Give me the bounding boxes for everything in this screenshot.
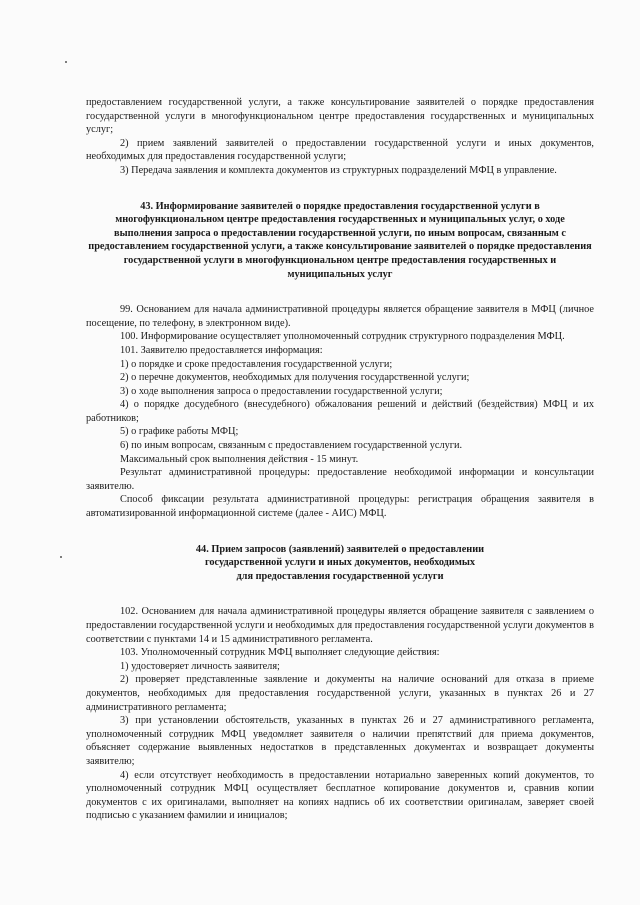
paragraph-102: 102. Основанием для начала административной процедуры является обращение заявителя с заявлением о предоставлении государственной услуги и необходимых для предоставления государственной услуги документов в соответствии с пунктами 14 и 15 административного регламента.	[86, 606, 594, 645]
section-heading-44-line-1: 44. Прием запросов (заявлений) заявителей о предоставлении	[195, 543, 485, 555]
procedure-result: Результат административной процедуры: предоставление необходимой информации и консультации заявителю.	[86, 467, 594, 492]
list-item: 3) при установлении обстоятельств, указанных в пунктах 26 и 27 административного регламента, уполномоченный сотрудник МФЦ уведомляет заявителя о наличии препятствий для приема документов, объясняет содержание выявленных недостатков в представленных документах и возвращает документы заявителю;	[86, 715, 594, 767]
paragraph-item-3: 3) Передача заявления и комплекта документов из структурных подразделений МФЦ в управление.	[120, 164, 557, 176]
list-item: 3) о ходе выполнения запроса о предоставлении государственной услуги;	[120, 385, 443, 397]
list-item: 5) о графике работы МФЦ;	[120, 426, 239, 438]
section-heading-44-line-3: для предоставления государственной услуги	[236, 570, 444, 582]
paragraph-101: 101. Заявителю предоставляется информация:	[120, 344, 323, 356]
list-item: 1) удостоверяет личность заявителя;	[120, 660, 280, 672]
recording-method: Способ фиксации результата административной процедуры: регистрация обращения заявителя в автоматизированной информационной системе (далее - АИС) МФЦ.	[86, 494, 594, 520]
scan-speck	[60, 556, 62, 558]
list-item: 2) проверяет представленные заявление и документы на наличие оснований для отказа в приеме документов, необходимых для предоставления государственной услуги, указанных в пунктах 26 и 27 административного регламента;	[86, 674, 594, 713]
paragraph-continuation: предоставлением государственной услуги, а также консультирование заявителей о порядке предоставления государственной услуги в многофункциональном центре предоставления государственных и муниципальных услуг;	[86, 97, 594, 136]
max-duration: Максимальный срок выполнения действия - 15 минут.	[120, 453, 359, 465]
paragraph-100: 100. Информирование осуществляет уполномоченный сотрудник структурного подразделения МФЦ.	[120, 331, 565, 343]
list-item: 1) о порядке и сроке предоставления государственной услуги;	[120, 358, 393, 370]
list-item: 4) о порядке досудебного (внесудебного) обжалования решений и действий (бездействия) МФЦ и их работников;	[86, 399, 594, 424]
list-item: 6) по иным вопросам, связанным с предоставлением государственной услуги.	[120, 440, 463, 452]
paragraph-103: 103. Уполномоченный сотрудник МФЦ выполняет следующие действия:	[120, 647, 440, 659]
section-heading-44-line-2: государственной услуги и иных документов, необходимых	[204, 557, 476, 569]
scan-speck	[65, 61, 67, 63]
list-item: 2) о перечне документов, необходимых для получения государственной услуги;	[120, 372, 470, 384]
paragraph-99: 99. Основанием для начала административной процедуры является обращение заявителя в МФЦ (личное посещение, по телефону, в электронном виде).	[86, 304, 594, 329]
list-item: 4) если отсутствует необходимость в предоставлении нотариально заверенных копий документов, то уполномоченный сотрудник МФЦ осуществляет бесплатное копирование документов и, сравнив копии документов с их оригиналами, выполняет на копиях надпись об их соответствии оригиналам, заверяет своей подписью с указанием фамилии и инициалов;	[86, 769, 594, 822]
section-heading-43: 43. Информирование заявителей о порядке предоставления государственной услуги в многофункциональном центре предоставления государственных и муниципальных услуг, о ходе выполнения запроса о предоставлении государственной услуги, по иным вопросам, связанным с предоставлением государственной услуги, а также консультирование заявителей о порядке предоставления государственной услуги в многофункциональном центре предоставления государственных и муниципальных услуг	[88, 200, 592, 280]
paragraph-item-2: 2) прием заявлений заявителей о предоставлении государственной услуги и иных документов, необходимых для предоставления государственной услуги;	[86, 137, 594, 163]
document-body	[86, 96, 594, 823]
